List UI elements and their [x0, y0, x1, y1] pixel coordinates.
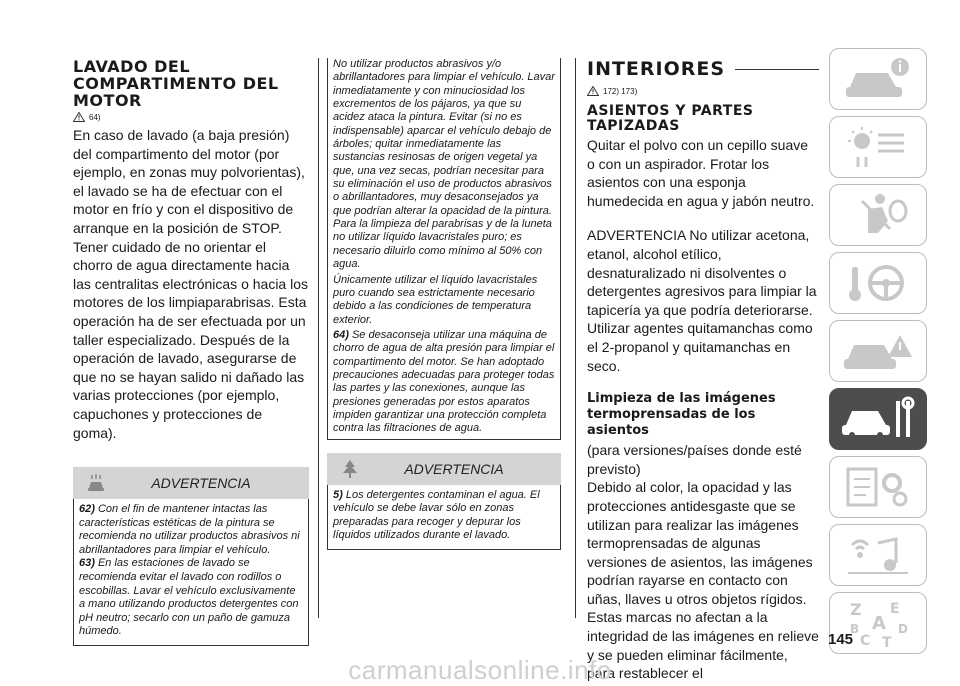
column-engine-wash — [73, 58, 309, 646]
multimedia-icon — [838, 529, 918, 581]
index-letter: E — [890, 601, 900, 617]
warning-reference-interiors — [587, 86, 819, 96]
tab-dashboard[interactable] — [829, 116, 927, 178]
tab-technical-data[interactable] — [829, 456, 927, 518]
warning-item-63: 63) En las estaciones de lavado se recomienda evitar el lavado con rodillos o escobillas. Lavar el vehículo exclusivamente a mano utilizando productos detergentes con pH neutro; secarlo con un paño de gamuza húmedo. — [79, 557, 299, 638]
column-interiors — [587, 58, 819, 683]
car-info-icon — [838, 53, 918, 105]
seats-paragraph: Quitar el polvo con un cepillo suave o con un aspirador. Frotar los asientos con una esponja humedecida en agua y jabón neutro. — [587, 137, 815, 209]
warning-item-62: 62) Con el fin de mantener intactas las características estéticas de la pintura se recomienda no utilizar productos abrasivos ni abrillantadores para limpiar el vehículo. — [79, 503, 300, 556]
index-letter: B — [850, 622, 860, 636]
advertencia-header — [73, 467, 309, 499]
subsection-title-asientos: ASIENTOS Y PARTES TAPIZADAS — [587, 103, 754, 134]
title-line-1: LAVADO DEL — [73, 57, 191, 76]
upholstery-warning-paragraph: ADVERTENCIA No utilizar acetona, etanol, alcohol etílico, desnaturalizado ni disolventes o detergentes agresivos para limpiar la tapicería ya que podría deteriorarse. Utilizar agentes quitamanchas como el 2-propanol y quitamanchas en seco. — [587, 227, 817, 374]
key-steering-wheel-icon — [838, 257, 918, 309]
warning-triangle-icon — [587, 86, 599, 96]
advertencia-box — [73, 499, 309, 646]
tab-car-info[interactable] — [829, 48, 927, 110]
tab-starting-driving[interactable] — [829, 252, 927, 314]
section-title-interiores: INTERIORES — [587, 58, 819, 80]
continued-paragraph-1: No utilizar productos abrasivos y/o abrillantadores para limpiar el vehículo. Lavar inmediatamente y con minuciosidad los excrementos de los pájaros, ya que su acidez ataca la pintura. Evitar (si no es indispensable) aparcar el vehículo debajo de árboles; quitar inmediatamente las sustancias resinosas de origen vegetal ya que, una vez secas, podrían necesitar para su eliminación el uso de productos abrasivos o abrillantadores, muy desaconsejados ya que podrían alterar la opacidad de la pintura. Para la limpieza del parabrisas y de la luneta no utilizar líquido lavacristales puro; es necesario diluirlo como mínimo al 50% con agua. — [333, 58, 555, 271]
airbag-seat-icon — [838, 189, 918, 241]
index-letter: A — [872, 613, 886, 634]
advertencia-box-environment — [327, 485, 561, 550]
car-warning-icon — [838, 325, 918, 377]
tab-maintenance[interactable] — [829, 388, 927, 450]
images-paragraph-2: Estas marcas no afectan a la integridad de las imágenes en relieve y se pueden eliminar fácilmente, para restablecer el — [587, 609, 819, 682]
index-letter: D — [898, 622, 908, 636]
warning-item-5: 5) Los detergentes contaminan el agua. El vehículo se debe lavar sólo en zonas preparadas para recoger y depurar los líquidos utilizados durante el lavado. — [333, 488, 540, 542]
versions-note: (para versiones/países donde esté previsto) — [587, 442, 802, 477]
index-letter: C — [860, 633, 871, 649]
engine-wash-paragraph: En caso de lavado (a baja presión) del compartimento del motor (por ejemplo, en zonas muy polvorientas), el lavado se ha de efectuar con el motor en frío y con el dispositivo de arranque en la posición de STOP. Tener cuidado de no orientar el chorro de agua directamente hacia las centralitas electrónicas o hacia los motores de los limpiaparabrisas. Esta operación ha de ser efectuada por un taller especializado. Después de la operación de lavado, asegurarse de que no se hayan salido ni dañado las varias protecciones (por ejemplo, capuchones y protecciones de goma). — [73, 127, 309, 441]
car-maintenance-icon — [838, 393, 918, 445]
dashboard-lights-icon — [838, 121, 918, 173]
subsection-title-imagenes: Limpieza de las imágenes termoprensadas de los asientos — [587, 391, 776, 439]
continued-paragraph-2: Únicamente utilizar el líquido lavacristales puro cuando sea estrictamente necesario debido a las condiciones de temperatura exterior. — [333, 273, 538, 326]
tab-emergency[interactable] — [829, 320, 927, 382]
tab-multimedia[interactable] — [829, 524, 927, 586]
advertencia-header-environment — [327, 453, 561, 485]
watermark: carmanualsonline.info — [348, 655, 612, 685]
page-number: 145 — [828, 631, 854, 648]
warning-triangle-icon — [73, 112, 85, 122]
column-divider — [318, 58, 319, 618]
reference-number: 64) — [89, 112, 101, 122]
column-divider — [575, 58, 576, 618]
index-letter: T — [882, 635, 892, 649]
advertencia-title-environment: ADVERTENCIA — [404, 460, 504, 477]
images-paragraph: Debido al color, la opacidad y las protecciones antidesgaste que se utilizan para realizar las imágenes termoprensadas de algunas versiones de asientos, las imágenes podrían rayarse en contacto con uñas, llaves u otros objetos rígidos. — [587, 479, 813, 607]
technical-data-gears-icon — [838, 461, 918, 513]
title-rule — [735, 69, 819, 70]
tree-environment-icon — [339, 458, 361, 480]
tab-safety[interactable] — [829, 184, 927, 246]
column-warnings-continued — [327, 58, 561, 550]
title-line-2: COMPARTIMENTO DEL — [73, 74, 279, 93]
reference-numbers: 172) 173) — [603, 86, 638, 96]
warning-reference — [73, 112, 309, 122]
chapter-tabs — [829, 48, 929, 660]
advertencia-title: ADVERTENCIA — [151, 475, 251, 492]
warning-item-64: 64) Se desaconseja utilizar una máquina de chorro de agua de alta presión para limpiar el compartimento del motor. Se han adoptado precauciones adecuadas para proteger todas las partes y las conexiones, aunque las presiones generadas por estos aparatos impiden garantizar una protección completa contra las filtraciones de agua. — [333, 328, 555, 435]
index-letter: Z — [850, 600, 862, 619]
car-wash-icon — [85, 472, 107, 494]
section-title-lavado-motor — [73, 58, 309, 109]
continued-warning-box — [327, 58, 561, 440]
title-line-3: MOTOR — [73, 91, 142, 110]
